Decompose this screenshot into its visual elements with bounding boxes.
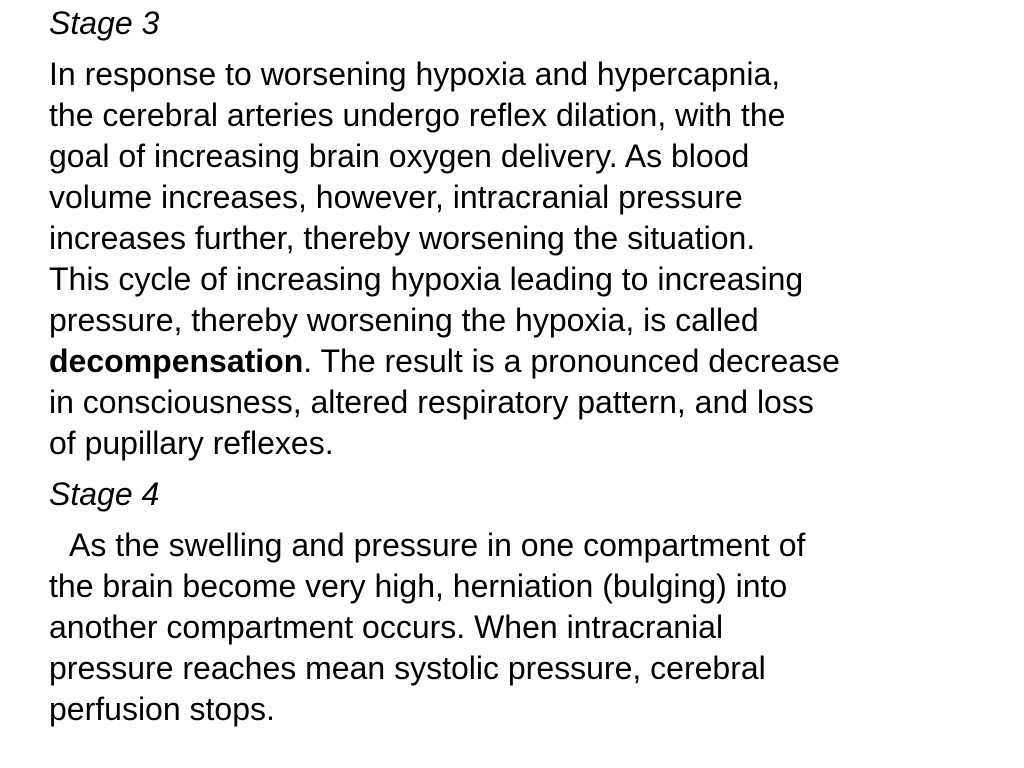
text-line: In response to worsening hypoxia and hypercapnia, [49,56,781,92]
stage-4-paragraph [49,525,805,730]
slide-content [49,0,999,768]
text-line: volume increases, however, intracranial pressure [49,179,743,215]
text-line: perfusion stops. [49,691,275,727]
text-line: increases further, thereby worsening the situation. [49,220,756,256]
text-line: the cerebral arteries undergo reflex dilation, with the [49,97,786,133]
text-line: in consciousness, altered respiratory pattern, and loss [49,384,814,420]
text-line: goal of increasing brain oxygen delivery. As blood [49,138,750,174]
text-line: pressure reaches mean systolic pressure, cerebral [49,650,766,686]
stage-4-heading: Stage 4 [49,476,160,512]
text-line: pressure, thereby worsening the hypoxia, is called [49,302,759,338]
stage-3-heading: Stage 3 [49,5,160,41]
text-line: of pupillary reflexes. [49,425,334,461]
text-line: As the swelling and pressure in one compartment of [69,527,806,563]
stage-3-paragraph [49,54,840,464]
text-line: the brain become very high, herniation (bulging) into [49,568,788,604]
text-line-with-term [49,341,840,382]
text-line: another compartment occurs. When intracranial [49,609,724,645]
text-line: This cycle of increasing hypoxia leading to increasing [49,261,804,297]
term-continuation: . The result is a pronounced decrease [303,343,840,379]
key-term-decompensation: decompensation [49,343,304,379]
